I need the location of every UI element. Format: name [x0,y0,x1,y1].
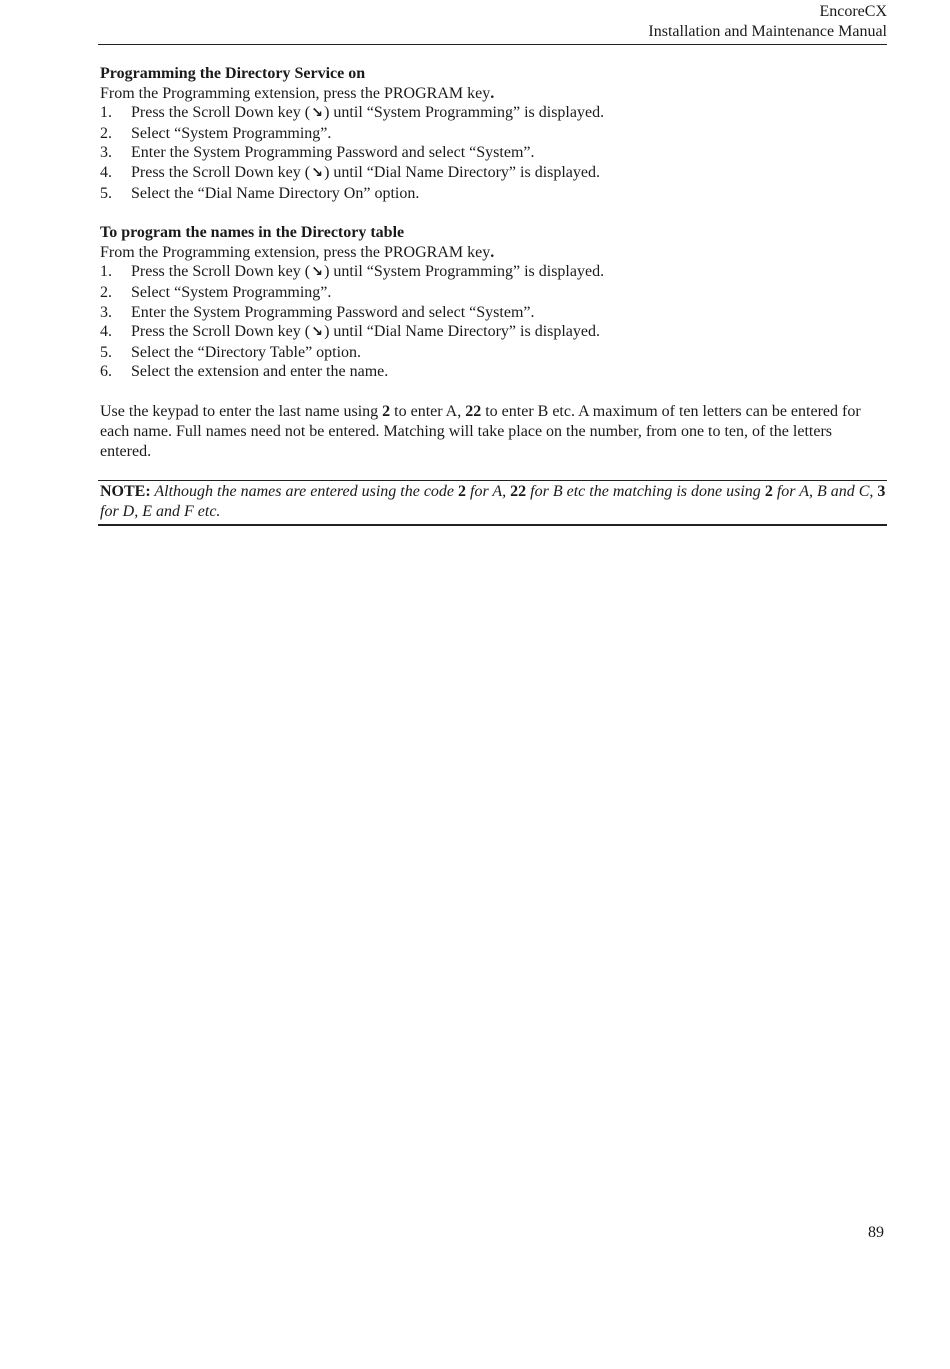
section-directory-service [100,64,887,203]
list-item [100,283,887,303]
spacer [100,382,887,402]
scroll-down-arrow-icon: ↘ [311,105,323,122]
list-item [100,143,887,163]
step-text: Press the Scroll Down key (↘) until “Dial Name Directory” is displayed. [131,322,600,343]
section-intro [100,84,887,104]
step-number: 2. [100,283,112,301]
step-text: Press the Scroll Down key (↘) until “Dial Name Directory” is displayed. [131,163,600,184]
document-body [100,64,887,462]
keypad-paragraph: Use the keypad to enter the last name using 2 to enter A, 22 to enter B etc. A maximum of ten letters can be entered for each name. Full names need not be entered. Matching will take place on the number, from one to ten, of the letters entered. [100,402,861,460]
list-item [100,124,887,144]
step-number: 1. [100,104,112,122]
step-number: 5. [100,343,112,361]
list-item [100,322,887,343]
step-number: 2. [100,124,112,142]
step-text: Enter the System Programming Password and select “System”. [131,303,535,321]
note-box [98,480,887,526]
steps-list [100,103,887,203]
section-intro [100,243,887,263]
scroll-down-arrow-icon: ↘ [311,164,323,181]
page-header [98,2,887,42]
list-item [100,103,887,124]
note-label: NOTE: [100,483,151,500]
note-text: Although the names are entered using the code 2 for A, 22 for B etc the matching is done using 2 for A, B and C, 3 for D, E and F etc. [100,483,886,520]
list-item [100,303,887,323]
step-text: Press the Scroll Down key (↘) until “System Programming” is displayed. [131,262,604,283]
intro-end: . [490,84,495,102]
intro-text: From the Programming extension, press the PROGRAM key [100,243,491,261]
step-number: 1. [100,263,112,281]
list-item [100,362,887,382]
step-number: 6. [100,363,112,381]
section-heading: To program the names in the Directory table [100,224,405,242]
list-item [100,184,887,204]
step-number: 4. [100,163,112,181]
step-number: 5. [100,184,112,202]
scroll-down-arrow-icon: ↘ [311,324,323,341]
step-number: 4. [100,323,112,341]
step-text: Select the “Dial Name Directory On” option. [131,184,420,202]
step-text: Enter the System Programming Password and select “System”. [131,144,535,162]
page-number: 89 [868,1224,884,1241]
scroll-down-arrow-icon: ↘ [311,264,323,281]
section-heading: Programming the Directory Service on [100,65,366,82]
list-item [100,343,887,363]
step-number: 3. [100,144,112,162]
list-item [100,262,887,283]
step-number: 3. [100,303,112,321]
step-text: Select “System Programming”. [131,124,332,142]
list-item [100,163,887,184]
header-manual-title: Installation and Maintenance Manual [648,23,887,40]
intro-end: . [490,243,495,261]
spacer [100,203,887,223]
section-directory-table [100,223,887,382]
intro-text: From the Programming extension, press the PROGRAM key [100,84,491,102]
header-product: EncoreCX [819,3,887,20]
step-text: Select the extension and enter the name. [131,363,389,381]
steps-list [100,262,887,382]
step-text: Press the Scroll Down key (↘) until “System Programming” is displayed. [131,103,604,124]
step-text: Select “System Programming”. [131,283,332,301]
header-divider [98,44,887,45]
step-text: Select the “Directory Table” option. [131,343,362,361]
